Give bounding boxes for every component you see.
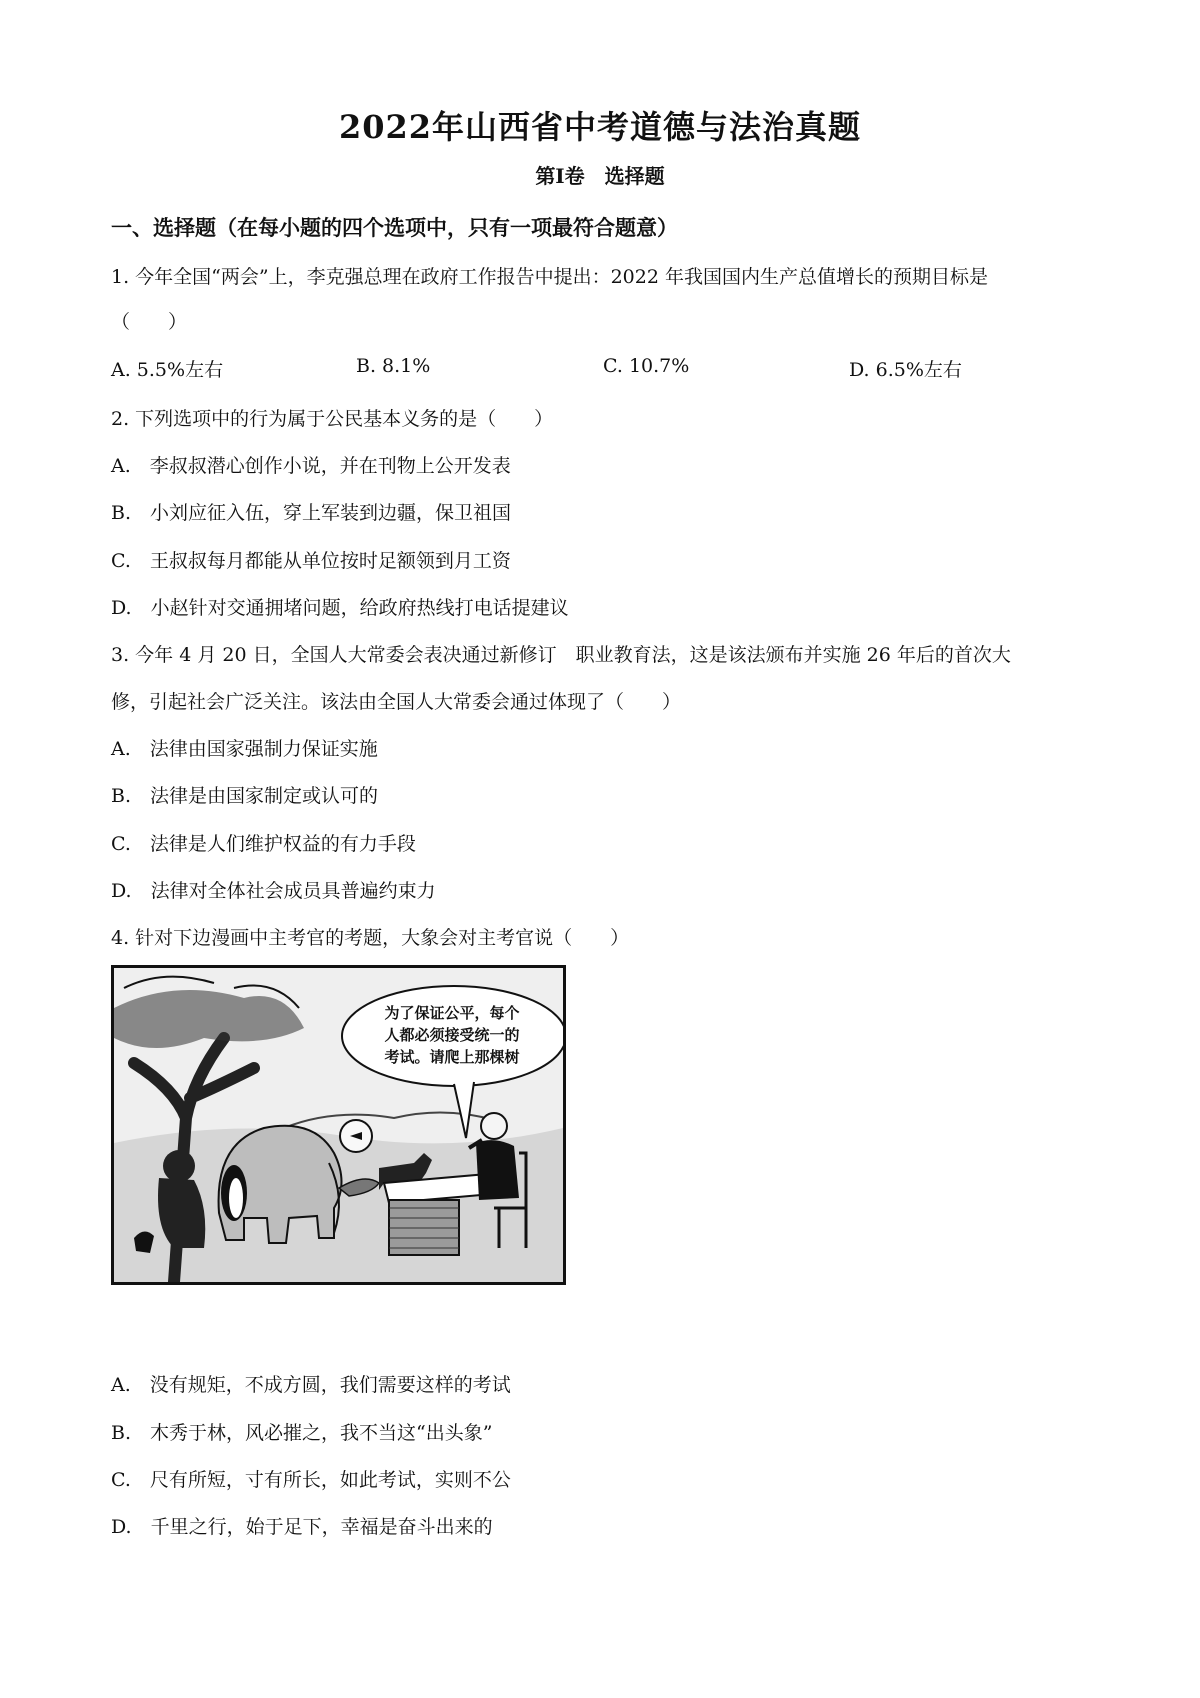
speech-line-2: 人都必须接受统一的 (384, 1026, 520, 1044)
question-2-option-b: B. 小刘应征入伍，穿上军装到边疆，保卫祖国 (111, 502, 512, 524)
question-1-option-d: D. 6.5%左右 (849, 359, 962, 381)
question-4-stem: 4. 针对下边漫画中主考官的考题，大象会对主考官说（ ） (111, 927, 630, 949)
question-3-stem-line1: 3. 今年 4 月 20 日，全国人大常委会表决通过新修订 职业教育法，这是该法颁布并实施 26 年后的首次大 (111, 644, 1011, 666)
speech-line-3: 考试。请爬上那棵树 (384, 1048, 520, 1066)
question-4-option-a: A. 没有规矩，不成方圆，我们需要这样的考试 (111, 1374, 511, 1396)
question-3-option-c: C. 法律是人们维护权益的有力手段 (111, 833, 416, 855)
question-1-stem-line2: （ ） (111, 311, 188, 333)
question-3-option-a: A. 法律由国家强制力保证实施 (111, 738, 378, 760)
question-1-option-a: A. 5.5%左右 (111, 359, 224, 381)
question-2-option-c: C. 王叔叔每月都能从单位按时足额领到月工资 (111, 550, 511, 572)
page-title: 2022年山西省中考道德与法治真题 (338, 108, 862, 146)
question-4-option-c: C. 尺有所短，寸有所长，如此考试，实则不公 (111, 1469, 511, 1491)
part-heading: 第Ⅰ卷 选择题 (535, 164, 665, 188)
question-3-option-d: D. 法律对全体社会成员具普遍约束力 (111, 880, 436, 902)
cartoon-speech-bubble (357, 1002, 547, 1068)
question-4-option-d: D. 千里之行，始于足下，幸福是奋斗出来的 (111, 1516, 493, 1538)
question-1-stem-line1: 1. 今年全国“两会”上，李克强总理在政府工作报告中提出：2022 年我国国内生产总值增长的预期目标是 (111, 266, 988, 288)
question-3-stem-line2: 修，引起社会广泛关注。该法由全国人大常委会通过体现了（ ） (111, 691, 682, 713)
question-1-option-b: B. 8.1% (356, 355, 431, 377)
question-3-option-b: B. 法律是由国家制定或认可的 (111, 785, 379, 807)
question-1-option-c: C. 10.7% (603, 355, 690, 377)
question-2-stem: 2. 下列选项中的行为属于公民基本义务的是（ ） (111, 408, 554, 430)
question-4-option-b: B. 木秀于林，风必摧之，我不当这“出头象” (111, 1422, 493, 1444)
question-2-option-d: D. 小赵针对交通拥堵问题，给政府热线打电话提建议 (111, 597, 569, 619)
section-heading: 一、选择题（在每小题的四个选项中，只有一项最符合题意） (111, 215, 678, 240)
speech-line-1: 为了保证公平，每个 (384, 1004, 520, 1022)
question-2-option-a: A. 李叔叔潜心创作小说，并在刊物上公开发表 (111, 455, 511, 477)
